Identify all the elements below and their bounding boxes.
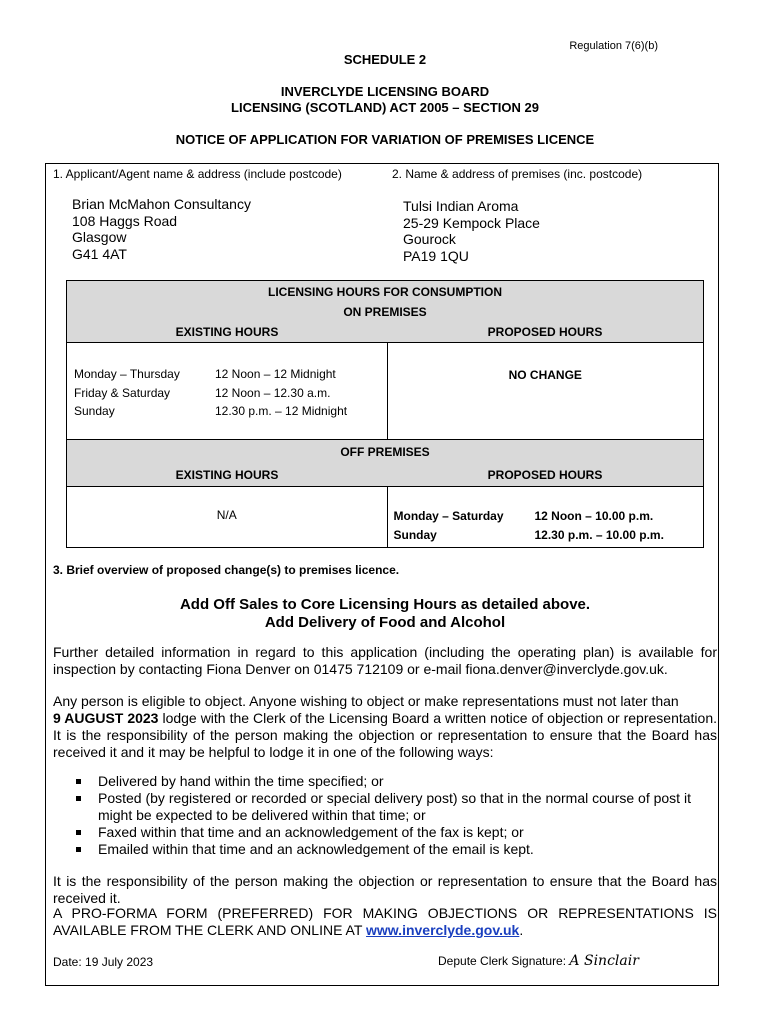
regulation-ref: Regulation 7(6)(b)	[569, 40, 658, 52]
on-existing-days: Monday – Thursday	[74, 367, 180, 381]
applicant-line: G41 4AT	[72, 245, 127, 262]
off-existing-cell	[67, 487, 388, 548]
date-line: Date: 19 July 2023	[53, 955, 154, 969]
premises-line: Gourock	[403, 231, 456, 247]
schedule-heading: SCHEDULE 2	[343, 52, 427, 67]
list-item	[53, 824, 717, 841]
objection-paragraph	[53, 693, 717, 761]
proforma-text: A PRO-FORMA FORM (PREFERRED) FOR MAKING OBJECTIONS OR REPRESENTATIONS IS AVAILABLE FROM THE CLERK AND ONLINE AT	[53, 905, 717, 938]
signature: A Sinclair	[569, 953, 639, 969]
bullet-icon	[76, 847, 81, 852]
on-existing-days: Sunday	[74, 404, 115, 418]
on-existing-time: 12 Noon – 12 Midnight	[215, 367, 336, 381]
off-proposed-time: 12 Noon – 10.00 p.m.	[534, 509, 654, 523]
applicant-line: Glasgow	[72, 229, 127, 245]
premises-line: Tulsi Indian Aroma	[403, 198, 519, 214]
applicant-address	[72, 196, 251, 262]
on-existing-days: Friday & Saturday	[74, 385, 171, 400]
list-item-text: Delivered by hand within the time specified; or	[98, 773, 384, 789]
applicant-line: Brian McMahon Consultancy	[72, 196, 251, 212]
on-existing-cell	[67, 343, 388, 440]
premises-address	[403, 198, 540, 264]
applicant-label: 1. Applicant/Agent name & address (include postcode)	[53, 167, 342, 181]
on-existing-header: EXISTING HOURS	[67, 322, 388, 343]
on-proposed-cell	[387, 343, 704, 440]
on-proposed-header: PROPOSED HOURS	[387, 322, 704, 343]
responsibility-paragraph: It is the responsibility of the person making the objection or representation to ensure that the Board has received it.	[53, 873, 717, 906]
off-proposed-days: Sunday	[393, 527, 437, 542]
applicant-line: 108 Haggs Road	[72, 212, 178, 229]
info-paragraph: Further detailed information in regard to this application (including the operating plan) is available for inspection by contacting Fiona Denver on 01475 712109 or e-mail fiona.denver@inverclyde.gov.uk.	[53, 644, 717, 677]
bullet-icon	[76, 796, 81, 801]
website-link[interactable]: www.inverclyde.gov.uk	[366, 922, 520, 938]
objection-deadline: 9 AUGUST 2023	[53, 710, 159, 726]
act-heading: LICENSING (SCOTLAND) ACT 2005 – SECTION 29	[231, 100, 539, 115]
premises-line: PA19 1QU	[403, 247, 469, 264]
overview-label: 3. Brief overview of proposed change(s) to premises licence.	[53, 563, 400, 577]
objection-text: Any person is eligible to object. Anyone wishing to object or make representations must not later than	[53, 693, 679, 709]
hours-title-cell	[67, 281, 704, 323]
list-item-text: Emailed within that time and an acknowledgement of the email is kept.	[98, 841, 534, 857]
off-existing-header: EXISTING HOURS	[67, 464, 388, 487]
off-premises-heading: OFF PREMISES	[67, 440, 704, 465]
off-proposed-time: 12.30 p.m. – 10.00 p.m.	[534, 527, 664, 542]
signature-line	[438, 953, 639, 969]
off-proposed-header: PROPOSED HOURS	[387, 464, 704, 487]
overview-line: Add Delivery of Food and Alcohol	[264, 614, 506, 631]
signature-label: Depute Clerk Signature:	[438, 954, 567, 968]
objection-text-cont: lodge with the Clerk of the Licensing Board a written notice of objection or representation. It is the responsibility of the person making the objection or representation to ensure that the Board has received it and it may be helpful to lodge it in one of the following ways:	[53, 710, 717, 760]
proforma-paragraph: A PRO-FORMA FORM (PREFERRED) FOR MAKING OBJECTIONS OR REPRESENTATIONS IS AVAILABLE FROM THE CLERK AND ONLINE AT www.inverclyde.gov.uk.	[53, 905, 717, 938]
bullet-icon	[76, 779, 81, 784]
on-proposed-value: NO CHANGE	[508, 368, 582, 382]
list-item-text: Faxed within that time and an acknowledgement of the fax is kept; or	[98, 824, 524, 840]
off-proposed-cell	[387, 487, 704, 548]
overview-line: Add Off Sales to Core Licensing Hours as detailed above.	[179, 596, 591, 613]
bullet-icon	[76, 830, 81, 835]
list-item	[53, 790, 717, 824]
off-proposed-days: Monday – Saturday	[393, 509, 504, 523]
premises-line: 25-29 Kempock Place	[403, 214, 540, 231]
list-item	[53, 773, 717, 790]
on-existing-time: 12 Noon – 12.30 a.m.	[215, 385, 331, 400]
on-premises-heading: ON PREMISES	[343, 305, 427, 319]
list-item	[53, 841, 717, 858]
off-existing-value: N/A	[216, 508, 237, 522]
licensing-hours-table	[66, 280, 704, 548]
hours-title: LICENSING HOURS FOR CONSUMPTION	[267, 285, 502, 299]
lodging-methods-list	[53, 773, 717, 858]
premises-label: 2. Name & address of premises (inc. postcode)	[392, 167, 643, 181]
overview-text	[0, 596, 770, 632]
list-item-text: Posted (by registered or recorded or special delivery post) so that in the normal course of post it might be expected to be delivered within that time; or	[98, 790, 691, 823]
board-heading: INVERCLYDE LICENSING BOARD	[280, 84, 490, 99]
on-existing-time: 12.30 p.m. – 12 Midnight	[215, 404, 348, 418]
notice-title: NOTICE OF APPLICATION FOR VARIATION OF PREMISES LICENCE	[175, 132, 595, 147]
